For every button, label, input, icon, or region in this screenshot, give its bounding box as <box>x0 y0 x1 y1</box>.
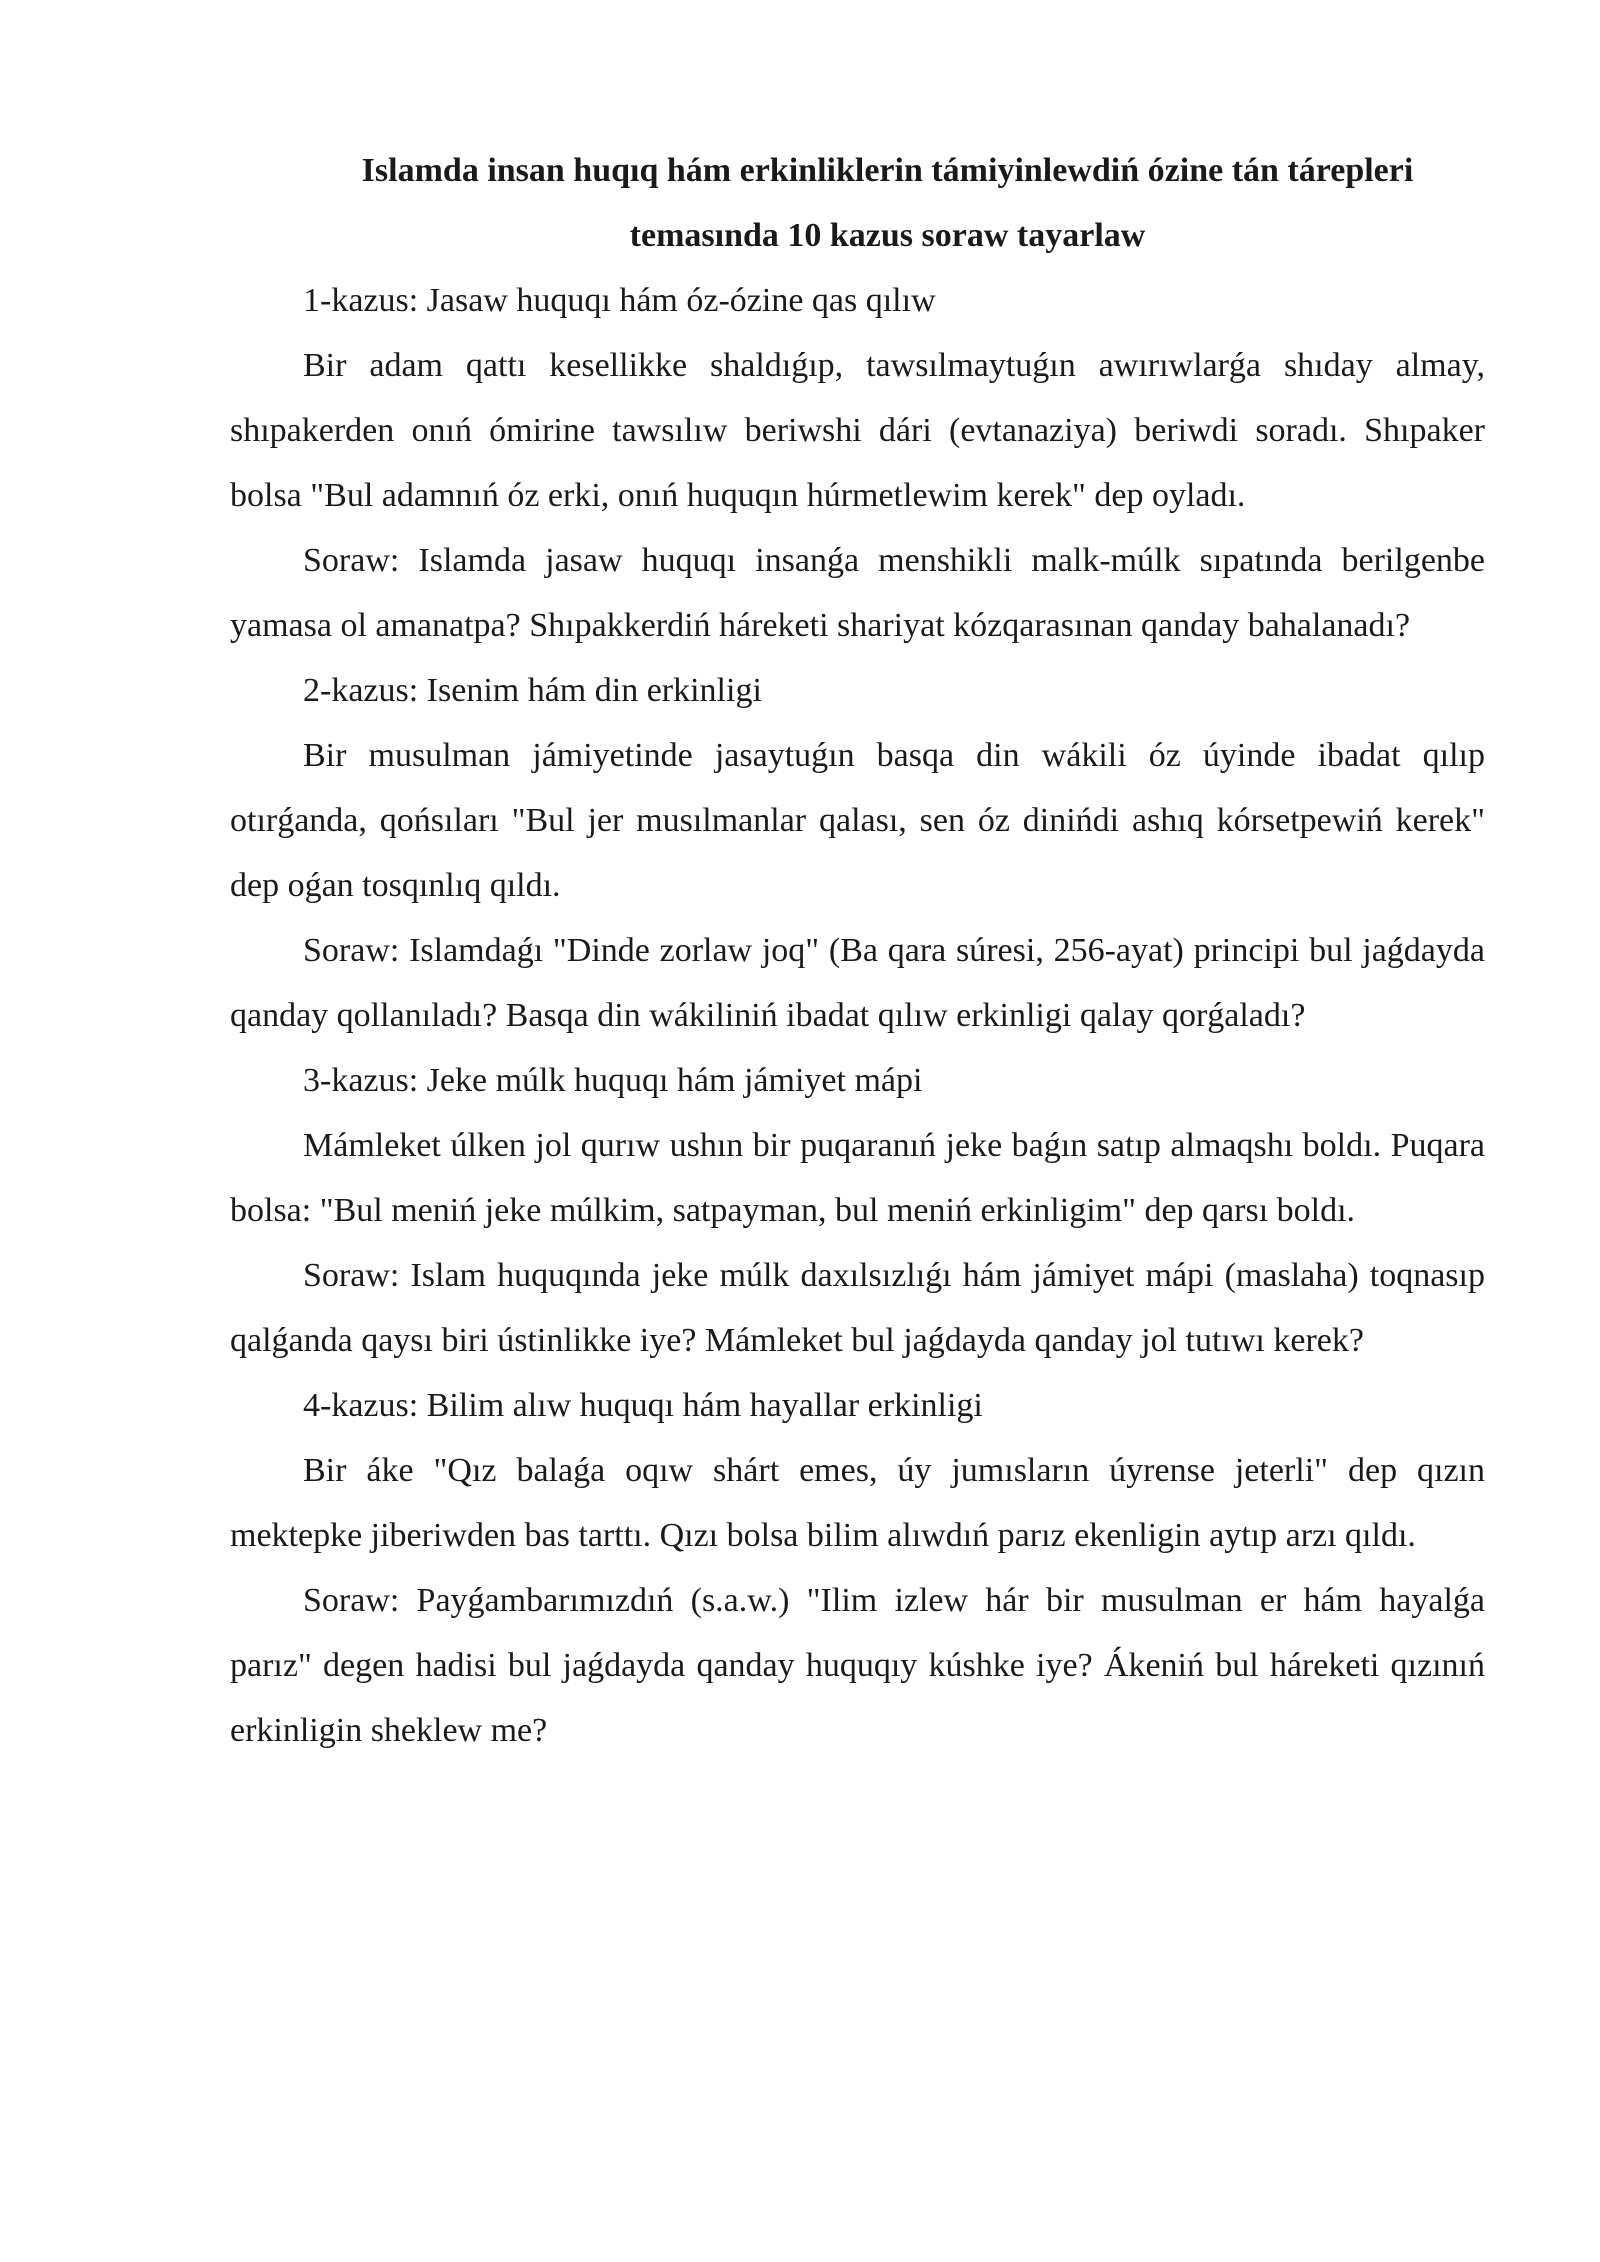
case-description: Bir áke "Qız balaǵa oqıw shárt emes, úy jumısların úyrense jeterli" dep qızın mektepke jiberiwden bas tarttı. Qızı bolsa bilim alıwdıń parız ekenligin aytıp arzı qıldı. <box>230 1452 1485 1554</box>
document-page <box>230 138 1485 1763</box>
case-question: Soraw: Payǵambarımızdıń (s.a.w.) "Ilim izlew hár bir musulman er hám hayalǵa parız" degen hadisi bul jaǵdayda qanday huquqıy kúshke iye? Ákeniń bul háreketi qızınıń erkinligin sheklew me? <box>230 1582 1485 1749</box>
case-question: Soraw: Islam huquqında jeke múlk daxılsızlıǵı hám jámiyet mápi (maslaha) toqnasıp qalǵanda qaysı biri ústinlikke iye? Mámleket bul jaǵdayda qanday jol tutıwı kerek? <box>230 1257 1485 1359</box>
case-description: Bir adam qattı kesellikke shaldıǵıp, tawsılmaytuǵın awırıwlarǵa shıday almay, shıpakerden onıń ómirine tawsılıw beriwshi dári (evtanaziya) beriwdi soradı. Shıpaker bolsa "Bul adamnıń óz erki, onıń huquqın húrmetlewim kerek" dep oyladı. <box>230 347 1485 514</box>
case-heading: 4-kazus: Bilim alıw huquqı hám hayallar erkinligi <box>303 1387 983 1424</box>
title-line-1: Islamda insan huqıq hám erkinliklerin támiyinlewdiń ózine tán tárepleri <box>361 152 1414 189</box>
case-heading: 2-kazus: Isenim hám din erkinligi <box>303 672 762 709</box>
case-heading: 3-kazus: Jeke múlk huquqı hám jámiyet mápi <box>303 1062 923 1099</box>
document-title <box>230 138 1485 268</box>
case-description: Mámleket úlken jol qurıw ushın bir puqaranıń jeke baǵın satıp almaqshı boldı. Puqara bolsa: "Bul meniń jeke múlkim, satpayman, bul meniń erkinligim" dep qarsı boldı. <box>230 1127 1485 1229</box>
case-question: Soraw: Islamda jasaw huquqı insanǵa menshikli malk-múlk sıpatında berilgenbe yamasa ol amanatpa? Shıpakkerdiń háreketi shariyat kózqarasınan qanday bahalanadı? <box>230 542 1485 644</box>
case-heading: 1-kazus: Jasaw huquqı hám óz-ózine qas qılıw <box>303 282 936 319</box>
case-4 <box>230 1373 1485 1763</box>
case-1 <box>230 268 1485 658</box>
case-3 <box>230 1048 1485 1373</box>
case-question: Soraw: Islamdaǵı "Dinde zorlaw joq" (Ba qara súresi, 256-ayat) principi bul jaǵdayda qanday qollanıladı? Basqa din wákiliniń ibadat qılıw erkinligi qalay qorǵaladı? <box>230 932 1485 1034</box>
case-2 <box>230 658 1485 1048</box>
case-description: Bir musulman jámiyetinde jasaytuǵın basqa din wákili óz úyinde ibadat qılıp otırǵanda, qońsıları "Bul jer musılmanlar qalası, sen óz dinińdi ashıq kórsetpewiń kerek" dep oǵan tosqınlıq qıldı. <box>230 737 1485 904</box>
title-line-2: temasında 10 kazus soraw tayarlaw <box>629 217 1146 254</box>
